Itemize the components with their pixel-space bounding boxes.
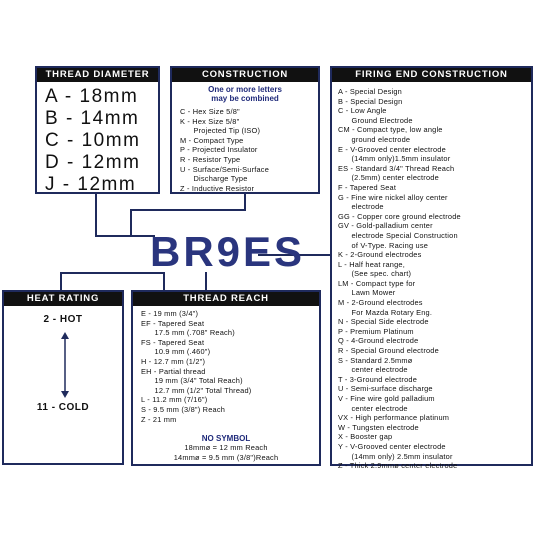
list-line: electrode Special Construction	[338, 230, 458, 240]
list-line: (2.5mm) center electrode	[338, 173, 439, 183]
construction-line: P - Projected Insulator	[180, 145, 258, 155]
list-line: F - Tapered Seat	[338, 182, 397, 192]
thread-diameter-item: J - 12mm	[45, 174, 137, 195]
construction-note-2: may be combined	[211, 94, 279, 103]
list-line: 17.5 mm (.708" Reach)	[141, 328, 235, 338]
list-line: N - Special Side electrode	[338, 317, 429, 327]
list-line: L - 11.2 mm (7/16")	[141, 395, 208, 405]
list-line: ground electrode	[338, 134, 411, 144]
list-line: 12.7 mm (1/2" Total Thread)	[141, 385, 252, 395]
list-line: (14mm only)1.5mm insulator	[338, 154, 451, 164]
list-line: GG - Copper core ground electrode	[338, 211, 461, 221]
thread-reach-list	[141, 309, 251, 424]
construction-line: Discharge Type	[180, 174, 248, 184]
list-line: electrode	[338, 202, 384, 212]
connector-construction-h	[130, 209, 246, 211]
list-line: 19 mm (3/4" Total Reach)	[141, 376, 243, 386]
list-line: Y - V-Grooved center electrode	[338, 441, 446, 451]
construction-line: Projected Tip (ISO)	[180, 126, 261, 136]
list-line: L - Half heat range,	[338, 259, 405, 269]
list-line: Z - Thick 2.9mmø center electrode	[338, 461, 458, 471]
list-line: Lawn Mower	[338, 288, 396, 298]
list-line: M - 2-Ground electrodes	[338, 298, 423, 308]
construction-line: Z - Inductive Resistor	[180, 183, 255, 193]
list-line: center electrode	[338, 365, 408, 375]
list-line: E - 19 mm (3/4")	[141, 309, 199, 318]
list-line: V - Fine wire gold palladium	[338, 394, 435, 403]
construction-line: M - Compact Type	[180, 135, 244, 145]
thread-diameter-box	[35, 66, 160, 194]
list-line: H - 12.7 mm (1/2")	[141, 356, 206, 366]
heat-rating-title: HEAT RATING	[4, 292, 122, 306]
no-symbol-list	[133, 443, 319, 462]
list-line: G - Fine wire nickel alloy center	[338, 192, 448, 202]
list-line: S - 9.5 mm (3/8") Reach	[141, 404, 226, 414]
heat-rating-box	[2, 290, 124, 465]
construction-line: K - Hex Size 5/8"	[180, 116, 240, 126]
connector-construction-v	[244, 192, 246, 210]
list-line: of V-Type. Racing use	[338, 240, 429, 250]
connector-thread-diameter-h	[95, 235, 155, 237]
construction-line: R - Resistor Type	[180, 154, 241, 164]
connector-heat-rating-v2	[60, 272, 62, 292]
list-line: EF - Tapered Seat	[141, 318, 205, 328]
list-line: W - Tungsten electrode	[338, 422, 419, 432]
list-line: R - Special Ground electrode	[338, 346, 439, 356]
firing-end-box	[330, 66, 533, 471]
connector-construction-v2	[130, 209, 132, 235]
list-line: C - Low Angle	[338, 106, 387, 116]
no-symbol-line: 14mmø = 9.5 mm (3/8")Reach	[173, 452, 279, 462]
list-line: CM - Compact type, low angle	[338, 125, 443, 135]
list-line: ES - Standard 3/4" Thread Reach	[338, 163, 455, 173]
list-line: U - Semi-surface discharge	[338, 384, 433, 394]
list-line: X - Booster gap	[338, 432, 393, 442]
list-line: (14mm only) 2.5mm insulator	[338, 451, 453, 461]
list-line: VX - High performance platinum	[338, 413, 450, 423]
thread-reach-box	[131, 290, 321, 466]
connector-thread-diameter-v	[95, 192, 97, 236]
list-line: Ground Electrode	[338, 115, 413, 125]
list-line: A - Special Design	[338, 87, 402, 96]
list-line: LM - Compact type for	[338, 278, 416, 288]
thread-reach-title: THREAD REACH	[133, 292, 319, 306]
list-line: (See spec. chart)	[338, 269, 412, 279]
thread-diameter-item: A - 18mm	[45, 86, 139, 107]
list-line: Z - 21 mm	[141, 414, 177, 424]
no-symbol-title: NO SYMBOL	[201, 434, 251, 443]
construction-title: CONSTRUCTION	[172, 68, 318, 82]
list-line: For Mazda Rotary Eng.	[338, 307, 433, 317]
list-line: EH - Partial thread	[141, 366, 206, 376]
list-line: E - V-Grooved center electrode	[338, 144, 446, 154]
thread-diameter-item: C - 10mm	[45, 130, 141, 151]
heat-rating-cold: 11 - COLD	[36, 402, 90, 413]
firing-end-list	[338, 87, 461, 471]
construction-line: C - Hex Size 5/8"	[180, 107, 240, 116]
list-line: K - 2-Ground electrodes	[338, 250, 422, 260]
firing-end-title: FIRING END CONSTRUCTION	[332, 68, 531, 82]
thread-diameter-title: THREAD DIAMETER	[37, 68, 158, 82]
heat-rating-arrow	[58, 332, 72, 398]
thread-diameter-item: B - 14mm	[45, 108, 140, 129]
construction-box	[170, 66, 320, 194]
list-line: Q - 4-Ground electrode	[338, 336, 419, 346]
list-line: T - 3-Ground electrode	[338, 374, 418, 384]
thread-diameter-item: D - 12mm	[45, 152, 141, 173]
no-symbol-line: 18mmø = 12 mm Reach	[184, 443, 268, 452]
list-line: FS - Tapered Seat	[141, 337, 205, 347]
construction-note-1: One or more letters	[208, 85, 282, 94]
construction-list	[180, 107, 269, 193]
list-line: S - Standard 2.5mmø	[338, 355, 413, 365]
model-code: BR9ES	[150, 228, 306, 275]
list-line: 10.9 mm (.460")	[141, 347, 211, 357]
list-line: B - Special Design	[338, 96, 403, 106]
list-line: GV - Gold-palladium center	[338, 221, 433, 231]
list-line: center electrode	[338, 403, 408, 413]
heat-rating-hot: 2 - HOT	[43, 314, 83, 325]
construction-line: U - Surface/Semi-Surface	[180, 164, 269, 174]
list-line: P - Premium Platinum	[338, 326, 414, 336]
